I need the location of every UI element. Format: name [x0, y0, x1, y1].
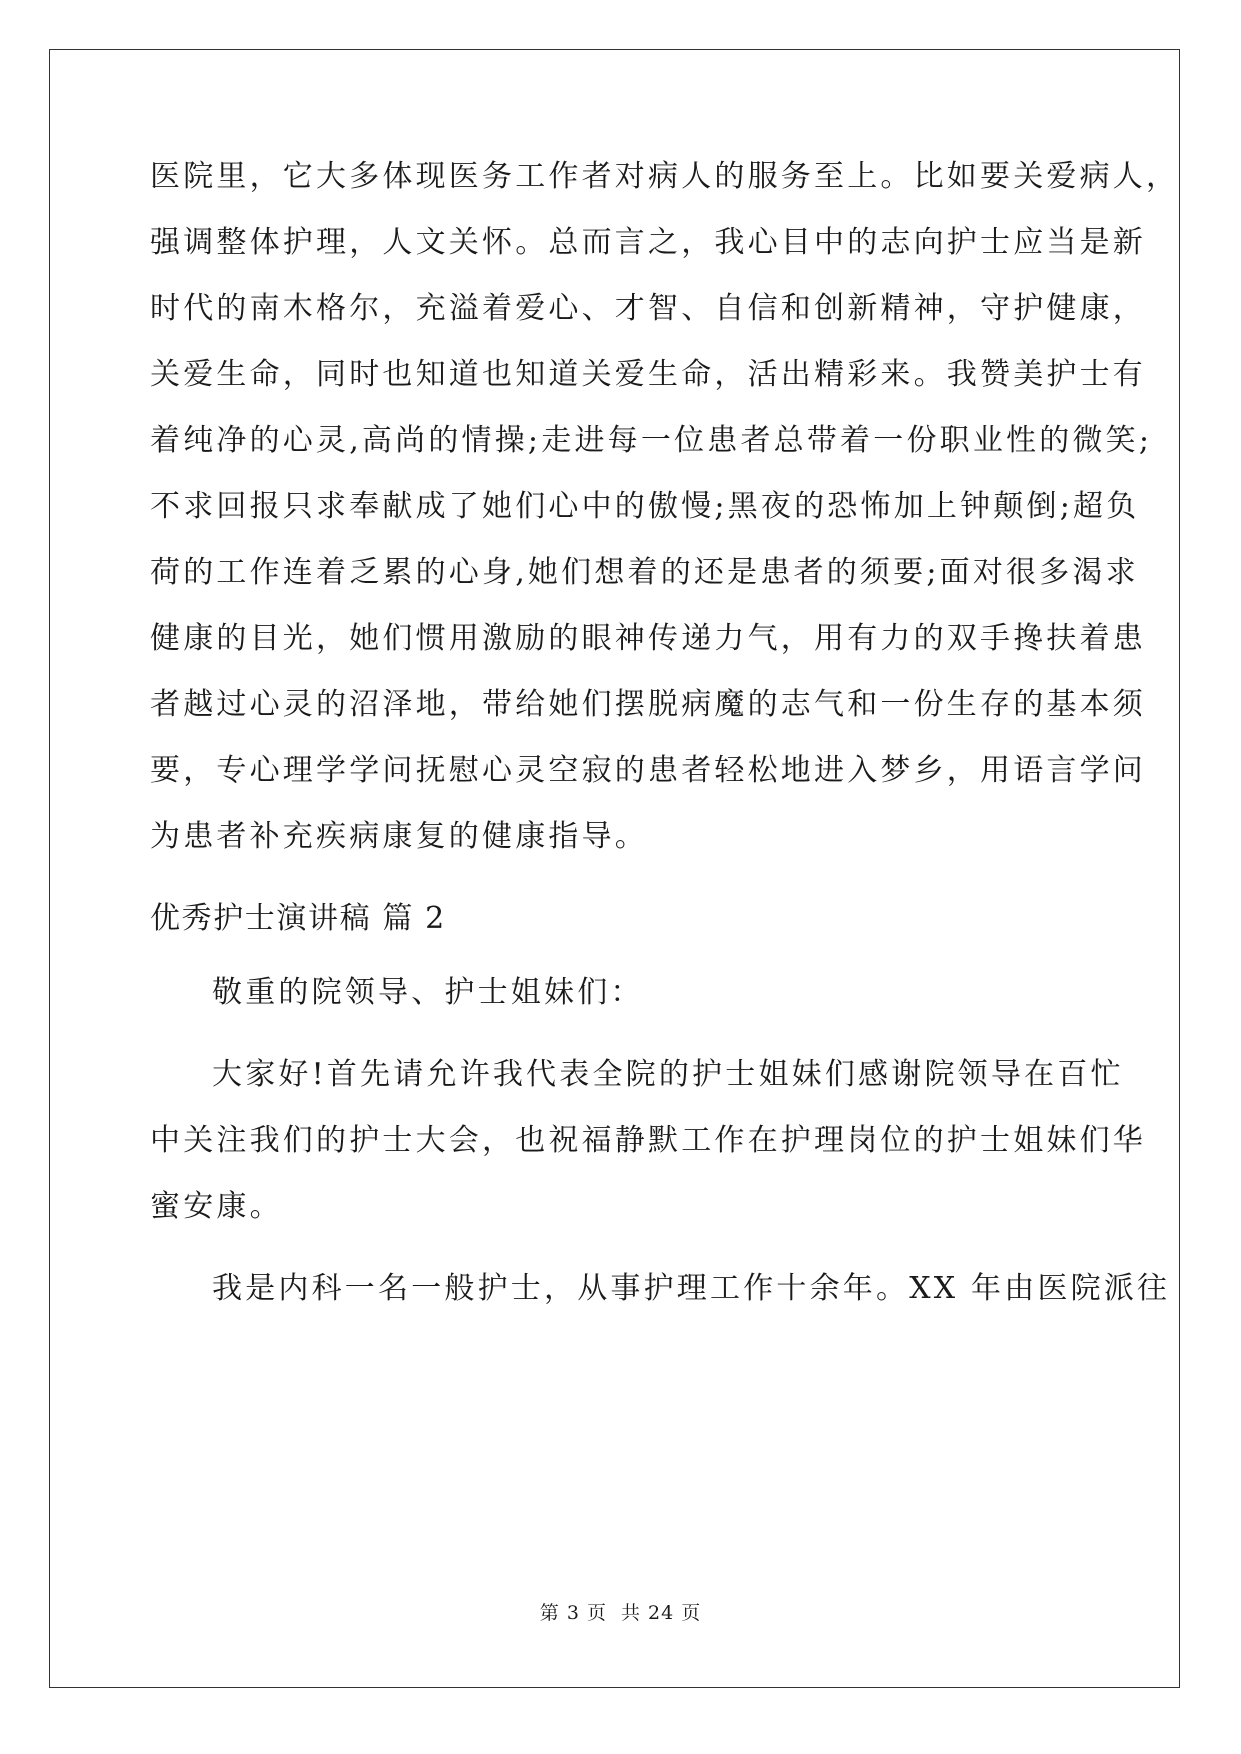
page-number: 第 3 页: [539, 1602, 607, 1624]
body-line: 关爱生命，同时也知道也知道关爱生命，活出精彩来。我赞美护士有: [150, 357, 1146, 392]
body-line: 不求回报只求奉献成了她们心中的傲慢;黑夜的恐怖加上钟颠倒;超负: [150, 489, 1140, 524]
document-content: [150, 144, 1180, 1322]
paragraph-line: 我是内科一名一般护士，从事护理工作十余年。XX 年由医院派往: [212, 1271, 1171, 1306]
paragraph-line: 中关注我们的护士大会，也祝福静默工作在护理岗位的护士姐妹们华: [150, 1123, 1146, 1158]
body-line: 为患者补充疾病康复的健康指导。: [150, 819, 648, 854]
page-total: 共 24 页: [620, 1602, 702, 1624]
section-heading: 优秀护士演讲稿 篇 2: [150, 901, 446, 936]
body-line: 着纯净的心灵,高尚的情操;走进每一位患者总带着一份职业性的微笑;: [150, 423, 1153, 458]
paragraph-line: 蜜安康。: [150, 1189, 283, 1224]
body-line: 者越过心灵的沼泽地，带给她们摆脱病魔的志气和一份生存的基本须: [150, 687, 1146, 722]
paragraph-line: 大家好!首先请允许我代表全院的护士姐妹们感谢院领导在百忙: [212, 1057, 1124, 1092]
body-line: 医院里，它大多体现医务工作者对病人的服务至上。比如要关爱病人，: [150, 159, 1180, 194]
body-line: 强调整体护理，人文关怀。总而言之，我心目中的志向护士应当是新: [150, 225, 1146, 260]
body-line: 健康的目光，她们惯用激励的眼神传递力气，用有力的双手搀扶着患: [150, 621, 1146, 656]
body-line: 荷的工作连着乏累的心身,她们想着的还是患者的须要;面对很多渴求: [150, 555, 1139, 590]
page-footer: [0, 1598, 1241, 1625]
body-line: 要，专心理学学问抚慰心灵空寂的患者轻松地进入梦乡，用语言学问: [150, 753, 1146, 788]
body-line: 时代的南木格尔，充溢着爱心、才智、自信和创新精神，守护健康，: [150, 291, 1146, 326]
salutation: 敬重的院领导、护士姐妹们：: [212, 975, 644, 1010]
